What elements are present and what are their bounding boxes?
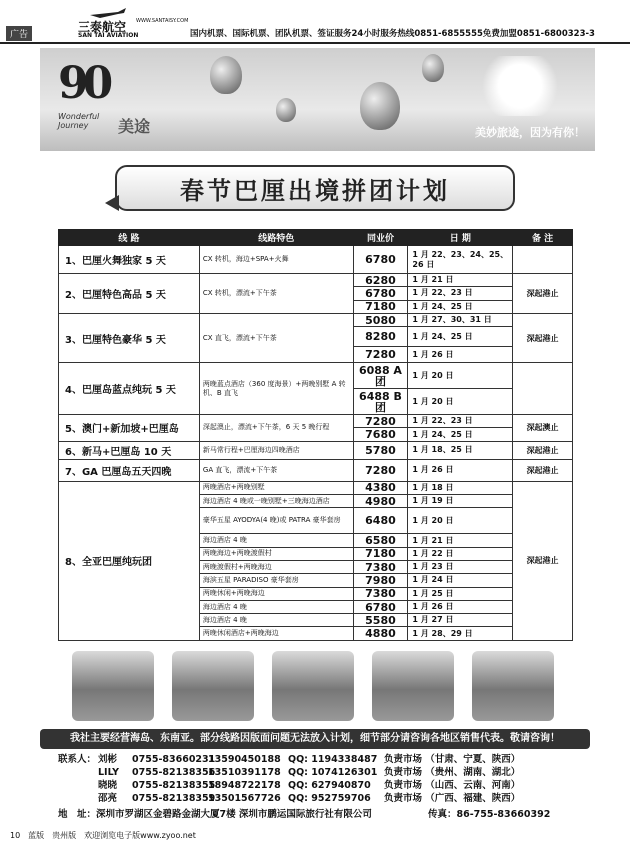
route-feature: 海边酒店 4 晚 [199,534,353,547]
route-name: 6、新马+巴厘岛 10 天 [59,441,200,459]
table-header-row [59,230,573,246]
plan-table [58,229,573,641]
date-cell: 1 月 25 日 [408,587,513,600]
table-row [59,313,573,326]
price-cell: 4980 [353,495,408,508]
heart-image [475,56,565,116]
palm-beach-photo [172,651,254,721]
top-header [0,0,630,44]
contact-name: 邵亮 [98,793,118,804]
note-cell: 深起港止 [513,481,573,640]
contact-tel: 0755-82138356 [132,767,216,778]
table-row [59,274,573,287]
contact-row [58,779,521,792]
price-cell: 7180 [353,300,408,313]
date-cell: 1 月 22、23 日 [408,287,513,300]
date-cell: 1 月 26 日 [408,459,513,481]
route-feature: 新马常行程+巴厘海边四晚酒店 [199,441,353,459]
price-cell: 5080 [353,313,408,326]
date-cell: 1 月 24、25 日 [408,428,513,441]
banner-logo-en: Wonderful Journey [58,112,100,130]
contact-tel: 0755-82138359 [132,793,216,804]
contact-area: 负责市场 （贵州、湖南、湖北） [384,767,521,778]
banner-logo-mark: 90 [58,58,108,109]
note-cell: 深起澳止 [513,415,573,442]
price-cell: 8280 [353,327,408,347]
route-feature: GA 直飞，漂流+下午茶 [199,459,353,481]
date-cell: 1 月 19 日 [408,495,513,508]
logo-en: SAN TAI AVIATION [78,32,139,39]
price-cell: 6480 [353,508,408,534]
price-cell: 6780 [353,287,408,300]
route-feature: 海边酒店 4 晚或一晚别墅+三晚海边酒店 [199,495,353,508]
date-cell: 1 月 18 日 [408,481,513,494]
route-feature: 两晚休闲+两晚海边 [199,587,353,600]
price-cell: 7280 [353,415,408,428]
route-name: 3、巴厘特色豪华 5 天 [59,313,200,362]
contacts-block [58,753,521,805]
route-feature: 海滨五星 PARADISO 豪华套房 [199,574,353,587]
note-cell: 深起港止 [513,441,573,459]
contact-row [58,753,521,766]
route-feature: 海边酒店 4 晚 [199,600,353,613]
beach-villa-photo [72,651,154,721]
col-price: 同业价 [353,230,408,246]
contact-mobile: 13510391178 [208,767,281,778]
temple-photo [472,651,554,721]
table-row [59,415,573,428]
route-feature: 两晚海边+两晚渡假村 [199,547,353,560]
price-cell: 7180 [353,547,408,560]
route-name: 1、巴厘火舞独家 5 天 [59,246,200,274]
table-row [59,481,573,494]
contact-row [58,766,521,779]
ad-tag: 广告 [6,26,32,41]
hotline-text: 国内机票、国际机票、团队机票、签证服务24小时服务热线0851-6855555免费加盟0851-6800323-3 [190,29,595,39]
balloon-image [276,98,296,122]
contact-name: 刘彬 [98,754,118,765]
note-cell: 深起港止 [513,313,573,362]
price-cell: 6780 [353,246,408,274]
price-cell: 5780 [353,441,408,459]
price-cell: 7680 [353,428,408,441]
col-date: 日 期 [408,230,513,246]
price-cell: 6280 [353,274,408,287]
route-feature: 两晚蓝点酒店（360 度海景）+两晚别墅 A 转机、B 直飞 [199,363,353,415]
contact-mobile: 13590450188 [208,754,281,765]
balloon-image [360,82,400,130]
date-cell: 1 月 22 日 [408,547,513,560]
fountain-photo [272,651,354,721]
banner-logo-cn: 美途 [118,117,151,136]
contact-tel: 0755-82138355 [132,780,216,791]
date-cell: 1 月 24、25 日 [408,327,513,347]
route-name: 7、GA 巴厘岛五天四晚 [59,459,200,481]
fax: 传真：86-755-83660392 [428,809,551,820]
col-feature: 线路特色 [199,230,353,246]
balloon-image [210,56,242,94]
note-cell [513,246,573,274]
date-cell: 1 月 26 日 [408,347,513,363]
date-cell: 1 月 20 日 [408,363,513,389]
date-cell: 1 月 22、23 日 [408,415,513,428]
price-cell: 7380 [353,560,408,573]
route-name: 8、全亚巴厘纯玩团 [59,481,200,640]
price-cell: 7280 [353,347,408,363]
contact-area: 负责市场 （广西、福建、陕西） [384,793,521,804]
table-row [59,246,573,274]
price-cell: 6488 B 团 [353,389,408,415]
page-footer: 10 蓝版 贵州版 欢迎浏览电子版www.zyoo.net [10,831,196,840]
date-cell: 1 月 27、30、31 日 [408,313,513,326]
contact-qq: QQ: 1194338487 [288,754,378,765]
date-cell: 1 月 23 日 [408,560,513,573]
route-name: 4、巴厘岛蓝点纯玩 5 天 [59,363,200,415]
route-feature: 海边酒店 4 晚 [199,614,353,627]
price-cell: 4380 [353,481,408,494]
table-row [59,363,573,389]
price-cell: 6580 [353,534,408,547]
contact-mobile: 13501567726 [208,793,281,804]
banner-slogan: 美妙旅途，因为有你！ [475,126,585,139]
price-cell: 7280 [353,459,408,481]
contact-area: 负责市场 （甘肃、宁夏、陕西） [384,754,521,765]
plan-title-box [115,165,515,211]
date-cell: 1 月 28、29 日 [408,627,513,640]
date-cell: 1 月 24、25 日 [408,300,513,313]
date-cell: 1 月 20 日 [408,389,513,415]
date-cell: 1 月 24 日 [408,574,513,587]
price-cell: 6088 A 团 [353,363,408,389]
contact-mobile: 18948722178 [208,780,281,791]
note-cell: 深起港止 [513,274,573,314]
contact-area: 负责市场 （山西、云南、河南） [384,780,521,791]
contact-name: LILY [98,767,120,778]
price-cell: 7380 [353,587,408,600]
route-feature: CX 直飞，漂流+下午茶 [199,313,353,362]
route-feature: 两晚休闲酒店+两晚海边 [199,627,353,640]
balloon-image [422,54,444,82]
price-cell: 7980 [353,574,408,587]
logo-cn: 三泰航空 [78,20,127,34]
route-feature: 两晚酒店+两晚别墅 [199,481,353,494]
company-logo [62,4,192,42]
table-row [59,441,573,459]
address: 地 址：深圳市罗湖区金碧路金湖大厦7楼 深圳市鹏运国际旅行社有限公司 [58,809,372,820]
logo-url: WWW.SANTAISY.COM [136,18,189,24]
price-cell: 5580 [353,614,408,627]
date-cell: 1 月 18、25 日 [408,441,513,459]
note-cell [513,363,573,415]
contact-qq: QQ: 627940870 [288,780,371,791]
contact-tel: 0755-83660231 [132,754,216,765]
contact-qq: QQ: 952759706 [288,793,371,804]
route-feature: 两晚渡假村+两晚海边 [199,560,353,573]
date-cell: 1 月 21 日 [408,274,513,287]
date-cell: 1 月 22、23、24、25、26 日 [408,246,513,274]
date-cell: 1 月 27 日 [408,614,513,627]
col-route: 线 路 [59,230,200,246]
route-feature: 豪华五星 AYODYA(4 晚)或 PATRA 豪华套房 [199,508,353,534]
date-cell: 1 月 20 日 [408,508,513,534]
col-note: 备 注 [513,230,573,246]
date-cell: 1 月 26 日 [408,600,513,613]
harbor-city-photo [372,651,454,721]
photo-strip [72,651,562,723]
route-name: 5、澳门+新加坡+巴厘岛 [59,415,200,442]
banner [40,48,595,151]
contact-qq: QQ: 1074126301 [288,767,378,778]
contact-row [58,792,521,805]
plan-title: 春节巴厘出境拼团计划 [180,176,450,205]
route-feature: CX 转机，漂流+下午茶 [199,274,353,314]
route-feature: 深起澳止，漂流+下午茶，6 天 5 晚行程 [199,415,353,442]
route-name: 2、巴厘特色高品 5 天 [59,274,200,314]
notice-bar: 我社主要经营海岛、东南亚。部分线路因版面问题无法放入计划，细节部分请咨询各地区销售代表。敬请咨询！ [40,729,590,749]
contact-name: 晓晓 [98,780,118,791]
date-cell: 1 月 21 日 [408,534,513,547]
contacts-label: 联系人： [58,754,97,765]
note-cell: 深起港止 [513,459,573,481]
route-feature: CX 转机，海边+SPA+火舞 [199,246,353,274]
table-row [59,459,573,481]
price-cell: 4880 [353,627,408,640]
price-cell: 6780 [353,600,408,613]
